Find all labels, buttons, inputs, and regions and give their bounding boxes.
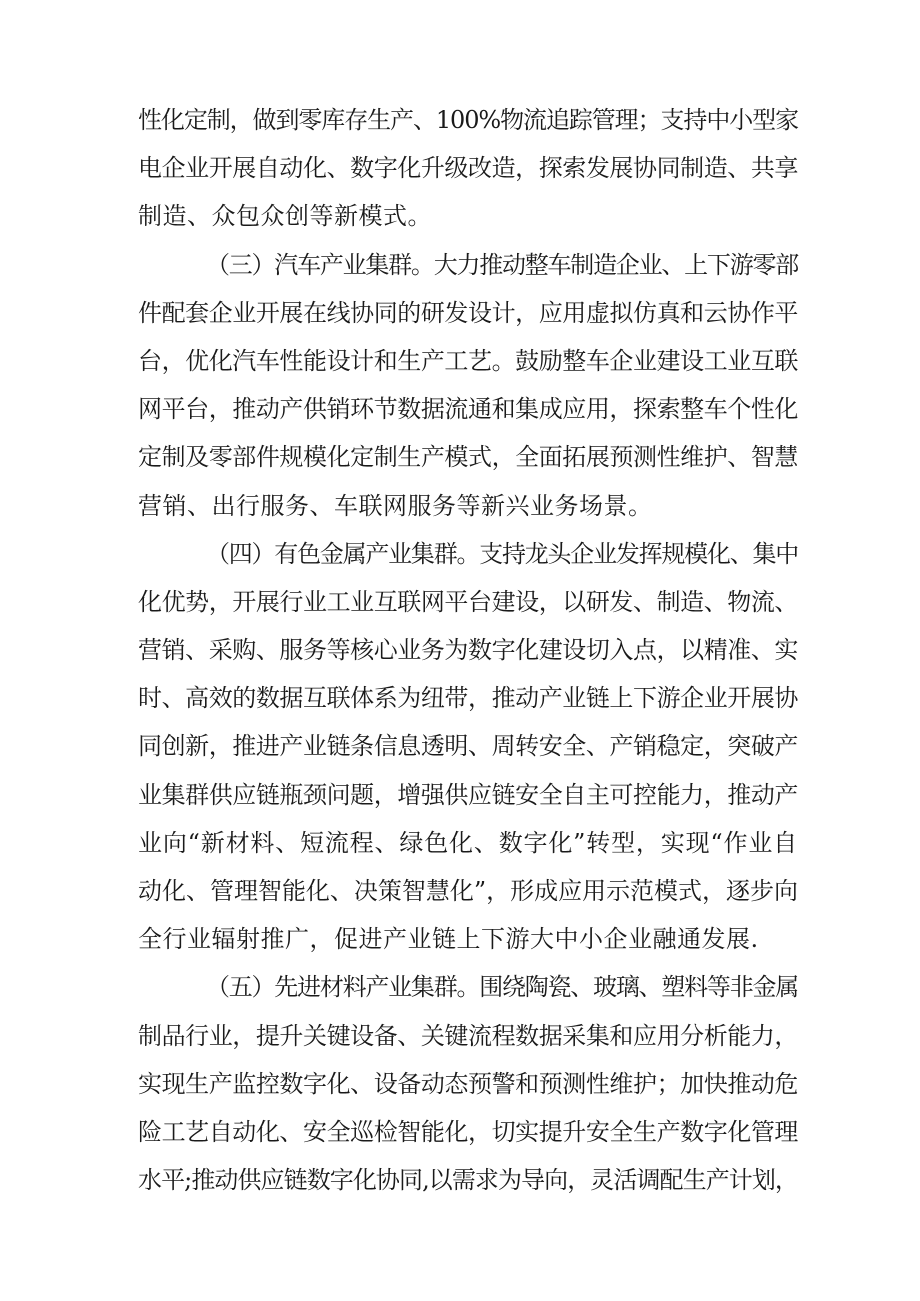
paragraph-first-line: （五）先进材料产业集群。围绕陶瓷、玻璃、塑料等非金属 — [206, 973, 798, 1002]
text-line: 定制及零部件规模化定制生产模式，全面拓展预测性维护、智慧 — [138, 443, 798, 472]
text-line: 业向“新材料、短流程、绿色化、数字化”转型，实现“作业自 — [138, 828, 798, 857]
text-line: 营销、采购、服务等核心业务为数字化建设切入点，以精准、实 — [138, 636, 798, 665]
text-line: 件配套企业开展在线协同的研发设计，应用虚拟仿真和云协作平 — [138, 298, 798, 327]
text-line: 网平台，推动产供销环节数据流通和集成应用，探索整车个性化 — [138, 395, 798, 424]
text-line: 营销、出行服务、车联网服务等新兴业务场景。 — [138, 491, 653, 520]
text-line: 性化定制，做到零库存生产、100%物流追踪管理；支持中小型家 — [138, 106, 798, 134]
text-line: 全行业辐射推广，促进产业链上下游大中小企业融通发展. — [138, 925, 759, 954]
text-line: 动化、管理智能化、决策智慧化”，形成应用示范模式，逐步向 — [138, 877, 798, 905]
text-line: 制造、众包众创等新模式。 — [138, 202, 432, 231]
text-line: 电企业开展自动化、数字化升级改造，探索发展协同制造、共享 — [138, 154, 798, 183]
text-line: 时、高效的数据互联体系为纽带，推动产业链上下游企业开展协 — [138, 684, 798, 713]
document-body — [138, 96, 798, 1204]
text-line: 同创新，推进产业链条信息透明、周转安全、产销稳定，突破产 — [138, 732, 798, 761]
text-line: 台，优化汽车性能设计和生产工艺。鼓励整车企业建设工业互联 — [138, 346, 798, 375]
text-line: 制品行业，提升关键设备、关键流程数据采集和应用分析能力， — [138, 1021, 798, 1050]
text-line: 实现生产监控数字化、设备动态预警和预测性维护；加快推动危 — [138, 1069, 798, 1098]
paragraph-first-line: （四）有色金属产业集群。支持龙头企业发挥规模化、集中 — [206, 539, 798, 568]
paragraph-first-line: （三）汽车产业集群。大力推动整车制造企业、上下游零部 — [206, 250, 798, 279]
text-line: 业集群供应链瓶颈问题，增强供应链安全自主可控能力，推动产 — [138, 780, 798, 809]
text-line: 水平;推动供应链数字化协同,以需求为导向，灵活调配生产计划， — [138, 1166, 798, 1195]
text-line: 化优势，开展行业工业互联网平台建设，以研发、制造、物流、 — [138, 587, 798, 616]
text-line: 险工艺自动化、安全巡检智能化，切实提升安全生产数字化管理 — [138, 1117, 798, 1146]
